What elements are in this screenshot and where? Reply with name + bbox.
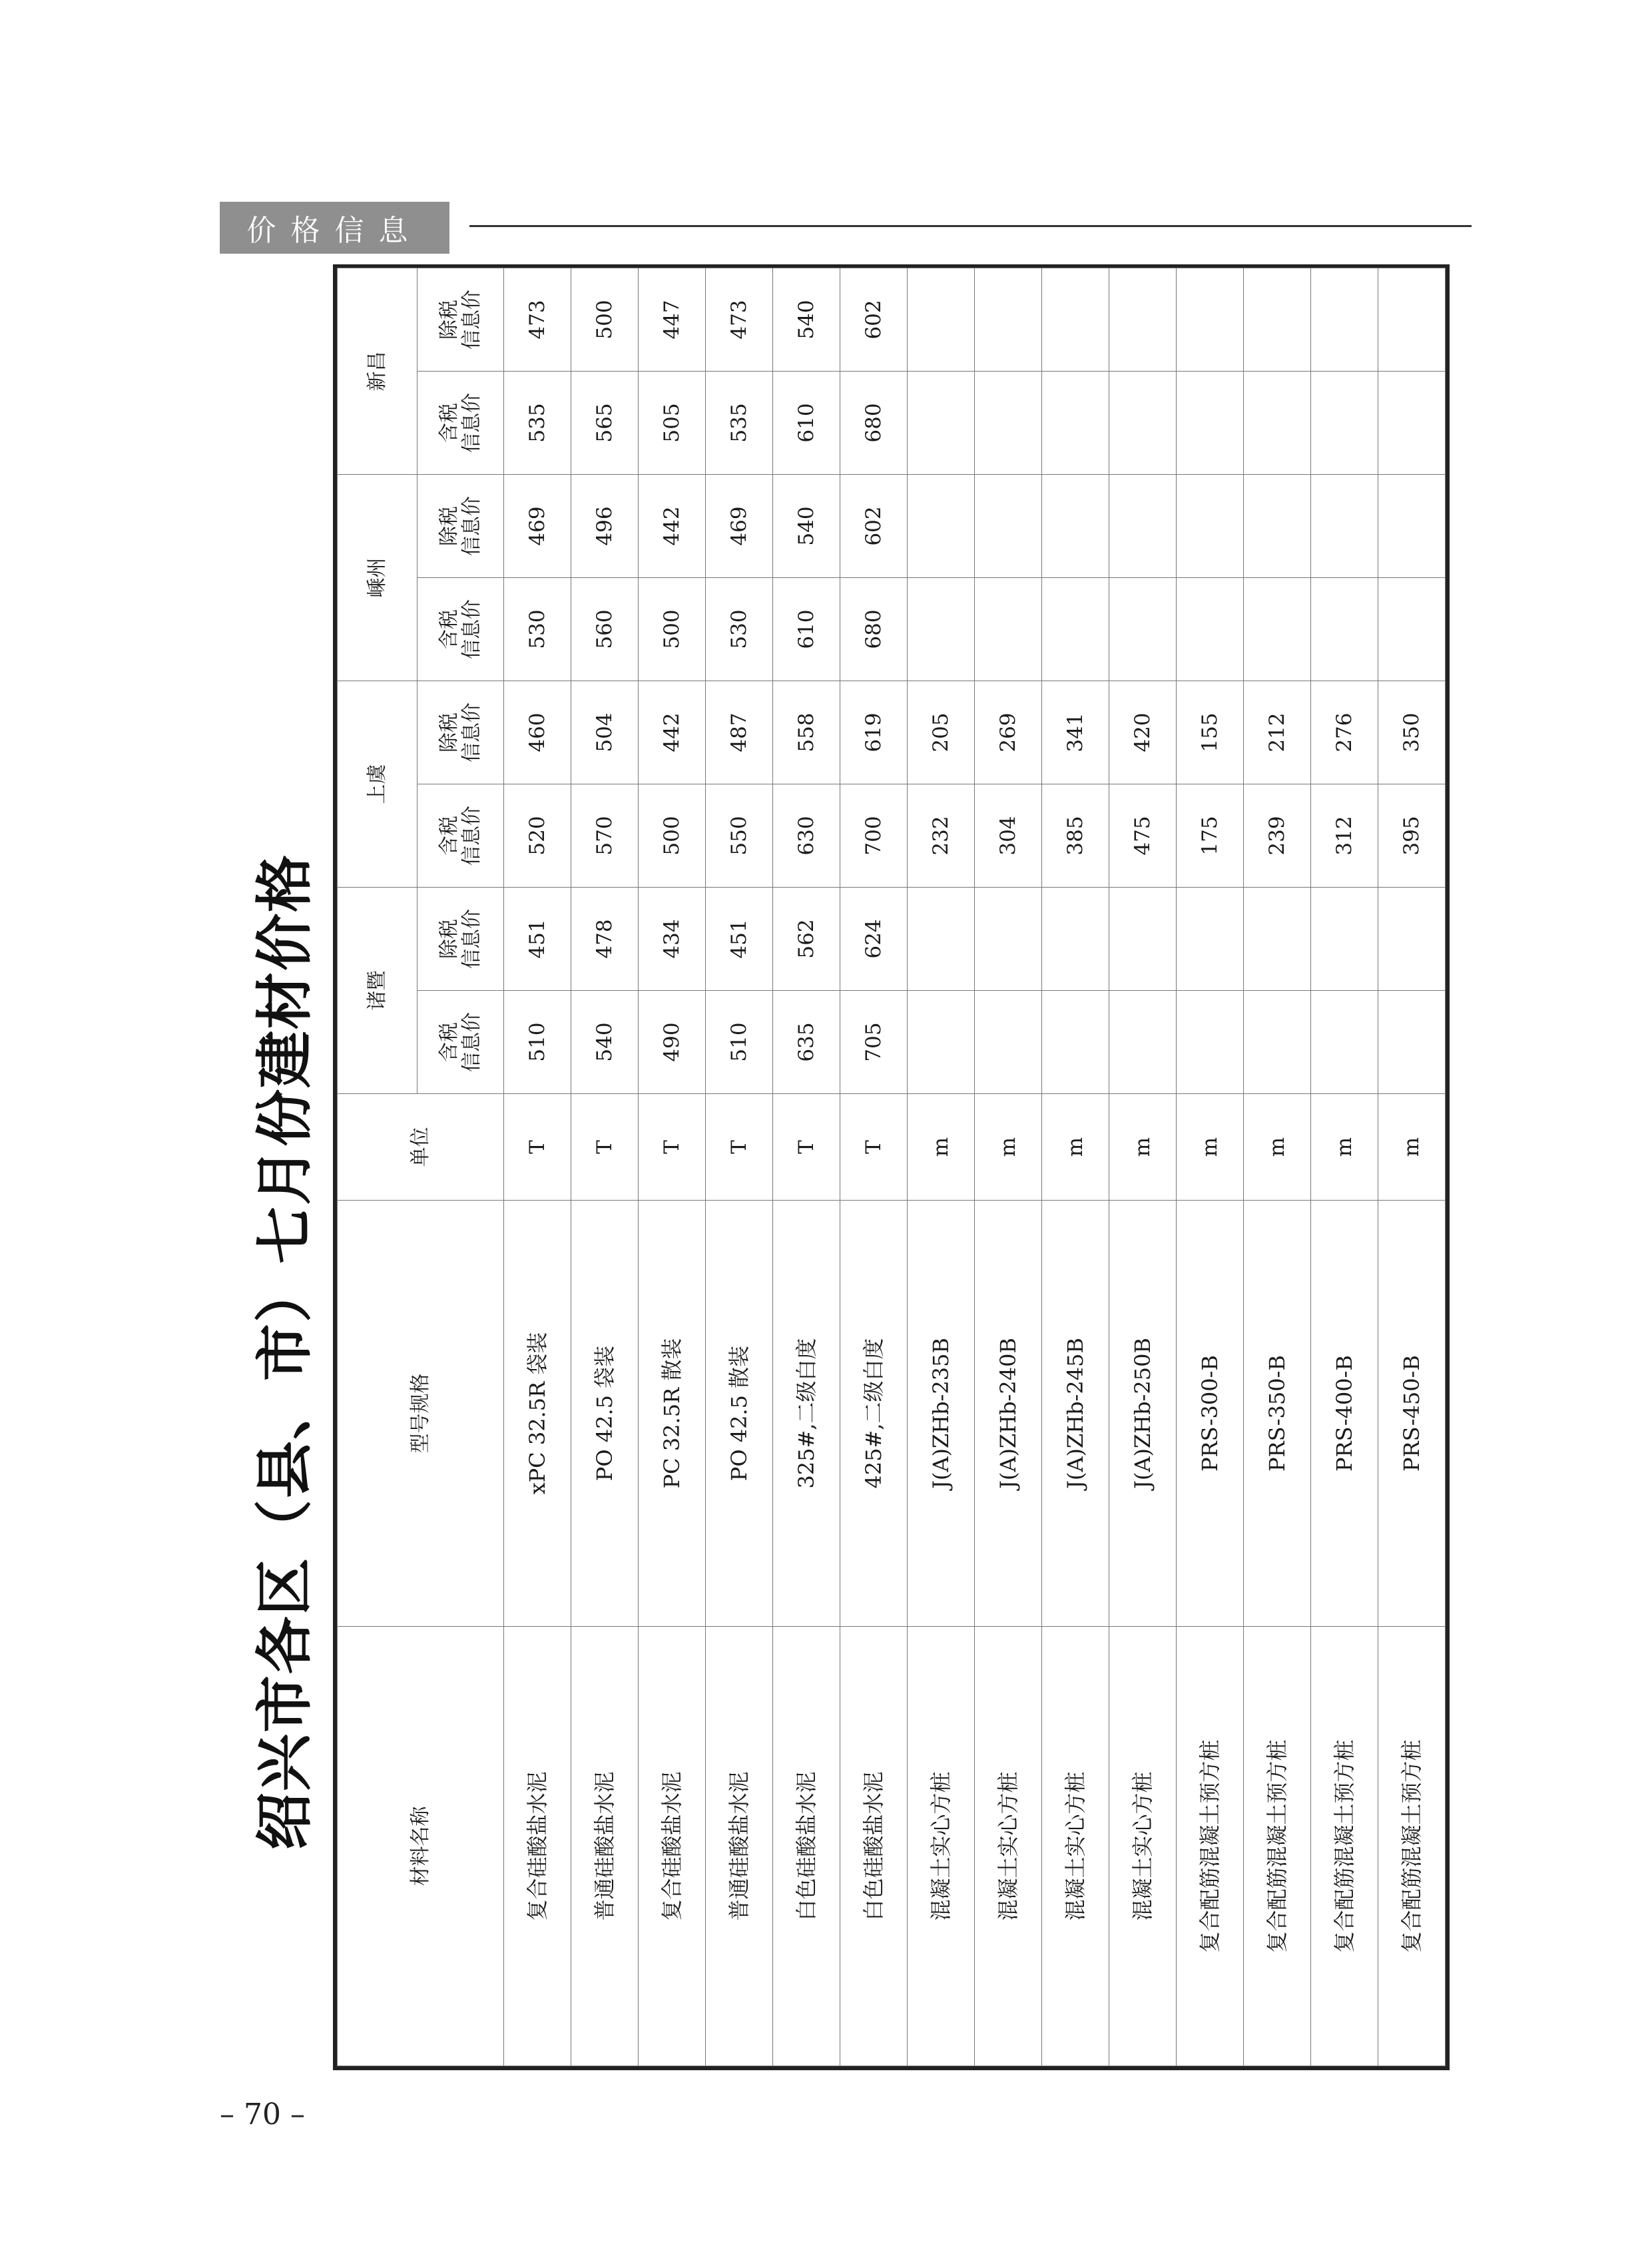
unit-cell: m (1109, 1094, 1177, 1201)
price-excl-tax-cell (1109, 268, 1177, 372)
price-incl-tax-cell: 610 (773, 578, 840, 681)
col-header-material: 材料名称 (338, 1627, 504, 2066)
table-row (1244, 268, 1311, 2066)
price-incl-tax-cell: 700 (840, 784, 908, 888)
price-excl-tax-cell: 205 (908, 681, 975, 784)
material-name-cell: 白色硅酸盐水泥 (773, 1627, 840, 2066)
table-row (706, 268, 773, 2066)
price-incl-tax-cell (1378, 372, 1446, 475)
price-incl-tax-cell (908, 991, 975, 1094)
table-row (1177, 268, 1244, 2066)
spec-cell: J(A)ZHb-240B (975, 1201, 1042, 1627)
col-header-price-incl-tax: 含税 信息价 (417, 372, 504, 475)
price-excl-tax-cell (908, 888, 975, 991)
section-label: 价格信息 (220, 202, 449, 254)
spec-cell: PC 32.5R 散装 (639, 1201, 706, 1627)
material-name-cell: 混凝土实心方桩 (1042, 1627, 1109, 2066)
price-excl-tax-cell (1042, 475, 1109, 578)
price-excl-tax-cell: 469 (504, 475, 571, 578)
col-header-unit: 单位 (338, 1094, 504, 1201)
price-excl-tax-cell: 473 (706, 268, 773, 372)
material-name-cell: 普通硅酸盐水泥 (706, 1627, 773, 2066)
price-incl-tax-cell (975, 372, 1042, 475)
unit-cell: m (975, 1094, 1042, 1201)
material-name-cell: 复合硅酸盐水泥 (504, 1627, 571, 2066)
price-incl-tax-cell: 540 (571, 991, 639, 1094)
header-rule (469, 225, 1472, 227)
table-row (1042, 268, 1109, 2066)
price-incl-tax-cell: 490 (639, 991, 706, 1094)
price-excl-tax-cell: 469 (706, 475, 773, 578)
region-header: 嵊州 (338, 475, 417, 681)
price-incl-tax-cell (1042, 578, 1109, 681)
table-row (908, 268, 975, 2066)
price-excl-tax-cell (1378, 888, 1446, 991)
price-incl-tax-cell: 680 (840, 578, 908, 681)
price-incl-tax-cell (908, 578, 975, 681)
col-header-price-excl-tax: 除税 信息价 (417, 681, 504, 784)
price-incl-tax-cell: 630 (773, 784, 840, 888)
spec-cell: xPC 32.5R 袋装 (504, 1201, 571, 1627)
price-excl-tax-cell: 434 (639, 888, 706, 991)
table-row (773, 268, 840, 2066)
table-row (1311, 268, 1378, 2066)
price-excl-tax-cell: 478 (571, 888, 639, 991)
material-name-cell: 混凝土实心方桩 (975, 1627, 1042, 2066)
spec-cell: 325#,二级白度 (773, 1201, 840, 1627)
price-incl-tax-cell (1244, 991, 1311, 1094)
price-excl-tax-cell (1177, 268, 1244, 372)
price-excl-tax-cell: 602 (840, 475, 908, 578)
price-excl-tax-cell (1109, 475, 1177, 578)
price-excl-tax-cell (1378, 268, 1446, 372)
price-excl-tax-cell: 442 (639, 475, 706, 578)
page-title: 绍兴市各区（县、市）七月份建材价格 (252, 854, 318, 1850)
material-name-cell: 复合配筋混凝土预方桩 (1177, 1627, 1244, 2066)
price-excl-tax-cell (1311, 475, 1378, 578)
price-excl-tax-cell: 447 (639, 268, 706, 372)
price-excl-tax-cell (1042, 268, 1109, 372)
price-incl-tax-cell (1042, 991, 1109, 1094)
price-excl-tax-cell (1244, 475, 1311, 578)
col-header-spec: 型号规格 (338, 1201, 504, 1627)
price-incl-tax-cell: 565 (571, 372, 639, 475)
spec-cell: PRS-450-B (1378, 1201, 1446, 1627)
price-incl-tax-cell (908, 372, 975, 475)
price-excl-tax-cell: 451 (706, 888, 773, 991)
price-incl-tax-cell: 520 (504, 784, 571, 888)
table-row (571, 268, 639, 2066)
unit-cell: T (773, 1094, 840, 1201)
price-incl-tax-cell: 530 (504, 578, 571, 681)
price-excl-tax-cell (1378, 475, 1446, 578)
col-header-price-incl-tax: 含税 信息价 (417, 578, 504, 681)
spec-cell: 425#,二级白度 (840, 1201, 908, 1627)
page-number: – 70 – (220, 2098, 305, 2131)
price-excl-tax-cell (1311, 268, 1378, 372)
price-incl-tax-cell: 535 (706, 372, 773, 475)
price-incl-tax-cell: 500 (639, 578, 706, 681)
material-name-cell: 复合配筋混凝土预方桩 (1378, 1627, 1446, 2066)
spec-cell: J(A)ZHb-250B (1109, 1201, 1177, 1627)
region-header: 诸暨 (338, 888, 417, 1094)
unit-cell: m (1311, 1094, 1378, 1201)
price-incl-tax-cell (1378, 991, 1446, 1094)
spec-cell: PO 42.5 散装 (706, 1201, 773, 1627)
price-excl-tax-cell: 451 (504, 888, 571, 991)
price-excl-tax-cell: 602 (840, 268, 908, 372)
price-excl-tax-cell (1042, 888, 1109, 991)
price-incl-tax-cell (1177, 372, 1244, 475)
spec-cell: PRS-350-B (1244, 1201, 1311, 1627)
price-excl-tax-cell: 155 (1177, 681, 1244, 784)
price-incl-tax-cell (1042, 372, 1109, 475)
price-excl-tax-cell (975, 475, 1042, 578)
price-incl-tax-cell (1177, 578, 1244, 681)
price-incl-tax-cell: 510 (706, 991, 773, 1094)
price-excl-tax-cell: 269 (975, 681, 1042, 784)
unit-cell: T (571, 1094, 639, 1201)
unit-cell: T (639, 1094, 706, 1201)
price-excl-tax-cell (1311, 888, 1378, 991)
table-row (975, 268, 1042, 2066)
price-excl-tax-cell: 558 (773, 681, 840, 784)
price-incl-tax-cell: 680 (840, 372, 908, 475)
price-excl-tax-cell (908, 268, 975, 372)
price-excl-tax-cell: 487 (706, 681, 773, 784)
col-header-price-incl-tax: 含税 信息价 (417, 784, 504, 888)
price-excl-tax-cell: 442 (639, 681, 706, 784)
unit-cell: T (840, 1094, 908, 1201)
unit-cell: m (908, 1094, 975, 1201)
price-incl-tax-cell: 475 (1109, 784, 1177, 888)
price-incl-tax-cell: 570 (571, 784, 639, 888)
price-excl-tax-cell: 212 (1244, 681, 1311, 784)
unit-cell: m (1177, 1094, 1244, 1201)
material-name-cell: 混凝土实心方桩 (1109, 1627, 1177, 2066)
unit-cell: T (504, 1094, 571, 1201)
region-header: 上虞 (338, 681, 417, 888)
price-incl-tax-cell: 635 (773, 991, 840, 1094)
price-incl-tax-cell (1311, 578, 1378, 681)
price-excl-tax-cell: 276 (1311, 681, 1378, 784)
price-incl-tax-cell: 535 (504, 372, 571, 475)
material-name-cell: 复合配筋混凝土预方桩 (1311, 1627, 1378, 2066)
price-excl-tax-cell: 460 (504, 681, 571, 784)
price-excl-tax-cell (1177, 475, 1244, 578)
price-incl-tax-cell: 705 (840, 991, 908, 1094)
col-header-price-excl-tax: 除税 信息价 (417, 888, 504, 991)
price-table-rotated (337, 268, 1446, 2066)
table-row (504, 268, 571, 2066)
spec-cell: PO 42.5 袋装 (571, 1201, 639, 1627)
price-table-body (504, 268, 1446, 2066)
material-name-cell: 混凝土实心方桩 (908, 1627, 975, 2066)
price-excl-tax-cell: 540 (773, 268, 840, 372)
header-row-regions (338, 268, 417, 2066)
price-incl-tax-cell (1244, 578, 1311, 681)
price-incl-tax-cell: 232 (908, 784, 975, 888)
price-excl-tax-cell (1244, 268, 1311, 372)
material-name-cell: 复合配筋混凝土预方桩 (1244, 1627, 1311, 2066)
price-excl-tax-cell: 540 (773, 475, 840, 578)
price-incl-tax-cell (975, 578, 1042, 681)
unit-cell: m (1378, 1094, 1446, 1201)
price-excl-tax-cell: 341 (1042, 681, 1109, 784)
material-name-cell: 复合硅酸盐水泥 (639, 1627, 706, 2066)
price-excl-tax-cell: 619 (840, 681, 908, 784)
price-incl-tax-cell: 610 (773, 372, 840, 475)
price-excl-tax-cell: 500 (571, 268, 639, 372)
price-excl-tax-cell: 504 (571, 681, 639, 784)
price-excl-tax-cell: 420 (1109, 681, 1177, 784)
price-incl-tax-cell: 530 (706, 578, 773, 681)
table-row (840, 268, 908, 2066)
table-row (1109, 268, 1177, 2066)
price-excl-tax-cell (975, 888, 1042, 991)
price-incl-tax-cell (1311, 372, 1378, 475)
unit-cell: T (706, 1094, 773, 1201)
price-table-frame (333, 264, 1450, 2070)
unit-cell: m (1244, 1094, 1311, 1201)
spec-cell: PRS-400-B (1311, 1201, 1378, 1627)
price-incl-tax-cell (1378, 578, 1446, 681)
price-incl-tax-cell (1109, 991, 1177, 1094)
price-incl-tax-cell: 395 (1378, 784, 1446, 888)
unit-cell: m (1042, 1094, 1109, 1201)
material-name-cell: 白色硅酸盐水泥 (840, 1627, 908, 2066)
col-header-price-excl-tax: 除税 信息价 (417, 475, 504, 578)
price-excl-tax-cell: 624 (840, 888, 908, 991)
price-excl-tax-cell: 350 (1378, 681, 1446, 784)
price-incl-tax-cell: 550 (706, 784, 773, 888)
price-incl-tax-cell (1311, 991, 1378, 1094)
price-incl-tax-cell: 304 (975, 784, 1042, 888)
price-excl-tax-cell: 496 (571, 475, 639, 578)
region-header: 新昌 (338, 268, 417, 475)
price-excl-tax-cell (1177, 888, 1244, 991)
price-excl-tax-cell (1244, 888, 1311, 991)
price-incl-tax-cell: 385 (1042, 784, 1109, 888)
price-incl-tax-cell (1109, 372, 1177, 475)
col-header-price-excl-tax: 除税 信息价 (417, 268, 504, 372)
col-header-price-incl-tax: 含税 信息价 (417, 991, 504, 1094)
price-incl-tax-cell: 312 (1311, 784, 1378, 888)
price-incl-tax-cell (1109, 578, 1177, 681)
price-incl-tax-cell: 175 (1177, 784, 1244, 888)
price-incl-tax-cell: 500 (639, 784, 706, 888)
table-row (1378, 268, 1446, 2066)
price-excl-tax-cell (1109, 888, 1177, 991)
price-excl-tax-cell: 562 (773, 888, 840, 991)
spec-cell: PRS-300-B (1177, 1201, 1244, 1627)
spec-cell: J(A)ZHb-245B (1042, 1201, 1109, 1627)
table-row (639, 268, 706, 2066)
spec-cell: J(A)ZHb-235B (908, 1201, 975, 1627)
price-incl-tax-cell: 510 (504, 991, 571, 1094)
price-excl-tax-cell: 473 (504, 268, 571, 372)
material-name-cell: 普通硅酸盐水泥 (571, 1627, 639, 2066)
price-incl-tax-cell: 505 (639, 372, 706, 475)
price-incl-tax-cell (1177, 991, 1244, 1094)
price-incl-tax-cell: 239 (1244, 784, 1311, 888)
price-incl-tax-cell: 560 (571, 578, 639, 681)
price-excl-tax-cell (908, 475, 975, 578)
price-table (337, 268, 1446, 2066)
price-incl-tax-cell (1244, 372, 1311, 475)
price-incl-tax-cell (975, 991, 1042, 1094)
price-excl-tax-cell (975, 268, 1042, 372)
